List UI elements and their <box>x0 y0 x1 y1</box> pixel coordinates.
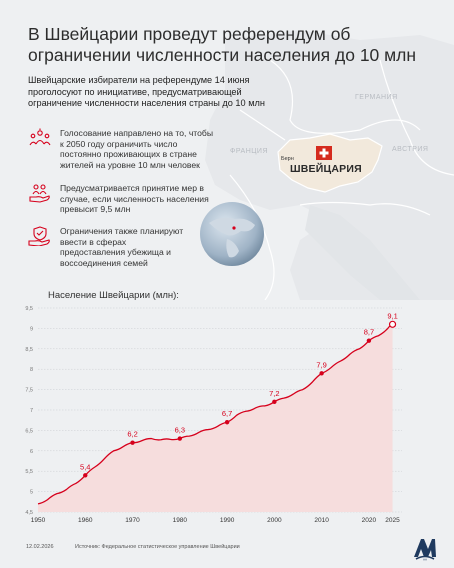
y-tick-label: 4,5 <box>25 510 33 516</box>
data-label: 5,4 <box>80 462 91 472</box>
data-point <box>178 436 182 440</box>
data-point <box>319 371 323 375</box>
x-tick-label: 2000 <box>267 517 282 524</box>
lead-paragraph: Швейцарские избиратели на референдуме 14 июня проголосуют по инициативе, предусматривающей ограничение численности населения страны до 10 млн <box>28 75 265 108</box>
data-label: 7,2 <box>269 388 280 398</box>
data-label: 7,9 <box>316 360 327 370</box>
fact-item-1 <box>28 128 218 170</box>
data-label: 9,1 <box>387 311 398 321</box>
data-point <box>390 321 396 327</box>
map-label-france: ФРАНЦИЯ <box>230 148 269 155</box>
data-point <box>225 420 229 424</box>
map-label-germany: ГЕРМАНИЯ <box>355 94 398 101</box>
footer-date: 12.02.2026 <box>26 544 54 550</box>
hand-shield-icon <box>28 226 52 246</box>
data-point <box>272 400 276 404</box>
x-axis-ticks <box>31 517 400 524</box>
y-tick-label: 9 <box>29 326 33 333</box>
y-tick-label: 6,5 <box>25 428 33 435</box>
data-point <box>367 338 371 342</box>
y-tick-label: 9,5 <box>25 306 33 312</box>
aa-logo-icon <box>412 535 438 561</box>
population-area <box>38 324 393 512</box>
x-tick-label: 2010 <box>314 517 329 524</box>
fact-text-3: Ограничения также планируют ввести в сферах предоставления убежища и воссоединения семей <box>60 226 184 268</box>
data-label: 6,7 <box>221 409 233 419</box>
map-label-austria: АВСТРИЯ <box>392 146 429 153</box>
swiss-flag-icon <box>316 146 332 160</box>
fact-text-2: Предусматривается принятие мер в случае, если численность населения превысит 9,5 млн <box>60 183 209 215</box>
x-tick-label: 2020 <box>361 517 377 524</box>
data-label: 8,7 <box>363 327 375 337</box>
aa-logo-mark: AA <box>422 557 428 561</box>
y-tick-label: 5 <box>29 489 33 496</box>
data-label: 6,2 <box>127 429 138 439</box>
y-axis-ticks <box>25 306 33 516</box>
data-point <box>130 440 134 444</box>
fact-item-3 <box>28 226 193 268</box>
y-tick-label: 5,5 <box>25 469 33 476</box>
page-title: В Швейцарии проведут референдум об ограничении численности населения до 10 млн <box>28 24 417 65</box>
country-label: ШВЕЙЦАРИЯ <box>290 163 362 175</box>
y-tick-label: 8 <box>29 367 33 374</box>
x-tick-label: 1970 <box>125 517 140 524</box>
x-tick-label: 1990 <box>219 517 235 524</box>
y-tick-label: 7 <box>29 408 33 414</box>
x-tick-label: 2025 <box>385 517 400 524</box>
population-chart <box>0 282 454 532</box>
y-tick-label: 6 <box>29 448 33 455</box>
people-vote-icon <box>28 128 52 148</box>
people-hand-icon <box>28 183 52 203</box>
capital-label: Берн <box>281 156 294 162</box>
fact-item-2 <box>28 183 218 215</box>
y-tick-label: 8,5 <box>25 346 33 353</box>
chart-title: Население Швейцарии (млн): <box>48 290 179 301</box>
x-tick-label: 1950 <box>30 517 46 524</box>
x-tick-label: 1960 <box>78 517 93 524</box>
fact-text-1: Голосование направлено на то, чтобы к 2050 году ограничить число постоянно проживающих в стране жителей на уровне 10 млн человек <box>60 128 214 170</box>
x-tick-label: 1980 <box>172 517 188 524</box>
data-label: 6,3 <box>174 425 186 435</box>
y-tick-label: 7,5 <box>25 387 33 394</box>
footer-source: Источник: Федеральное статистическое управление Швейцарии <box>75 544 240 550</box>
data-point <box>83 473 87 477</box>
